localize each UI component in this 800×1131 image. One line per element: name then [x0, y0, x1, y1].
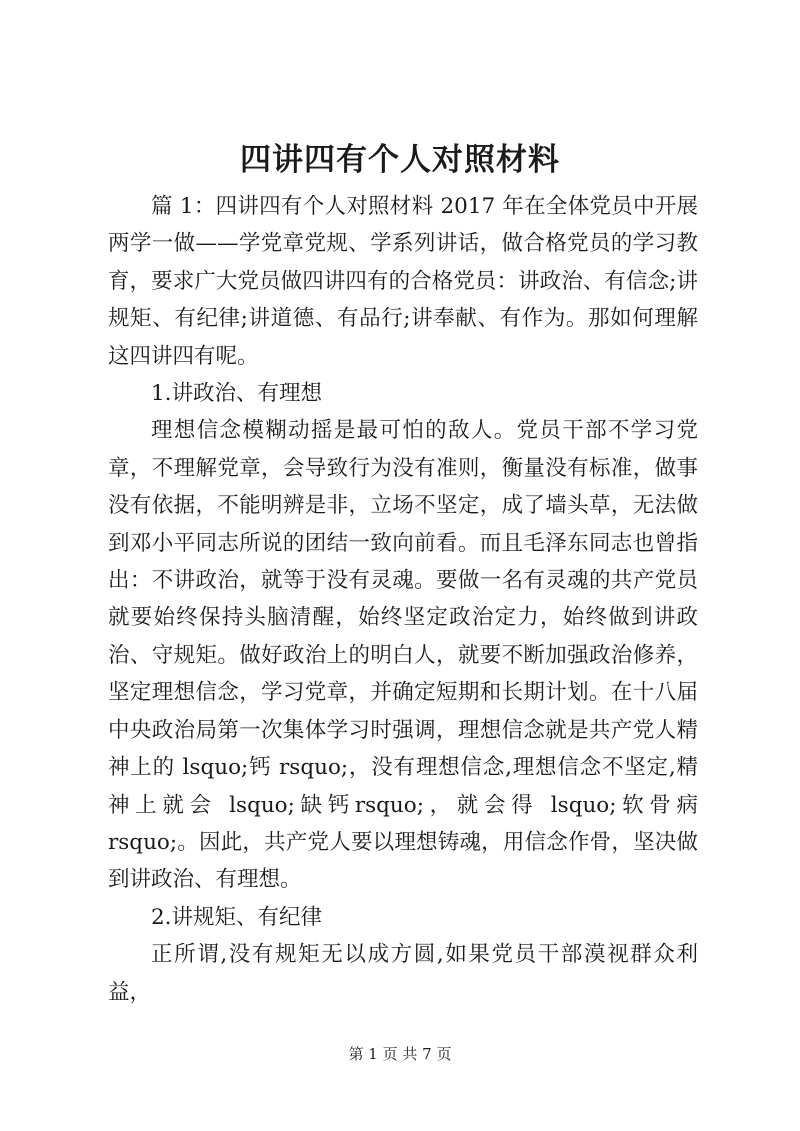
document-title: 四讲四有个人对照材料	[240, 142, 560, 178]
document-body	[108, 188, 698, 1011]
section-paragraph-2: 正所谓,没有规矩无以成方圆,如果党员干部漠视群众利益，	[108, 942, 698, 1005]
intro-paragraph: 篇 1：四讲四有个人对照材料 2017 年在全体党员中开展两学一做——学党章党规、学系列讲话，做合格党员的学习教育，要求广大党员做四讲四有的合格党员：讲政治、有信念;讲规矩、有纪律;讲道德、有品行;讲奉献、有作为。那如何理解这四讲四有呢。	[108, 194, 698, 369]
page-footer: 第 1 页 共 7 页	[348, 1045, 452, 1063]
section-paragraph-1: 理想信念模糊动摇是最可怕的敌人。党员干部不学习党章，不理解党章，会导致行为没有准则，衡量没有标准，做事没有依据，不能明辨是非，立场不坚定，成了墙头草，无法做到邓小平同志所说的团结一致向前看。而且毛泽东同志也曾指出：不讲政治，就等于没有灵魂。要做一名有灵魂的共产党员就要始终保持头脑清醒，始终坚定政治定力，始终做到讲政治、守规矩。做好政治上的明白人，就要不断加强政治修养，坚定理想信念，学习党章，并确定短期和长期计划。在十八届中央政治局第一次集体学习时强调，理想信念就是共产党人精神上的 lsquo;钙 rsquo;，没有理想信念,理想信念不坚定,精神上就会 lsquo;缺钙rsquo;，就会得 lsquo;软骨病 rsquo;。因此，共产党人要以理想铸魂，用信念作骨，坚决做到讲政治、有理想。	[108, 418, 698, 893]
section-heading-2: 2.讲规矩、有纪律	[151, 904, 323, 930]
section-heading-1: 1.讲政治、有理想	[151, 381, 323, 407]
